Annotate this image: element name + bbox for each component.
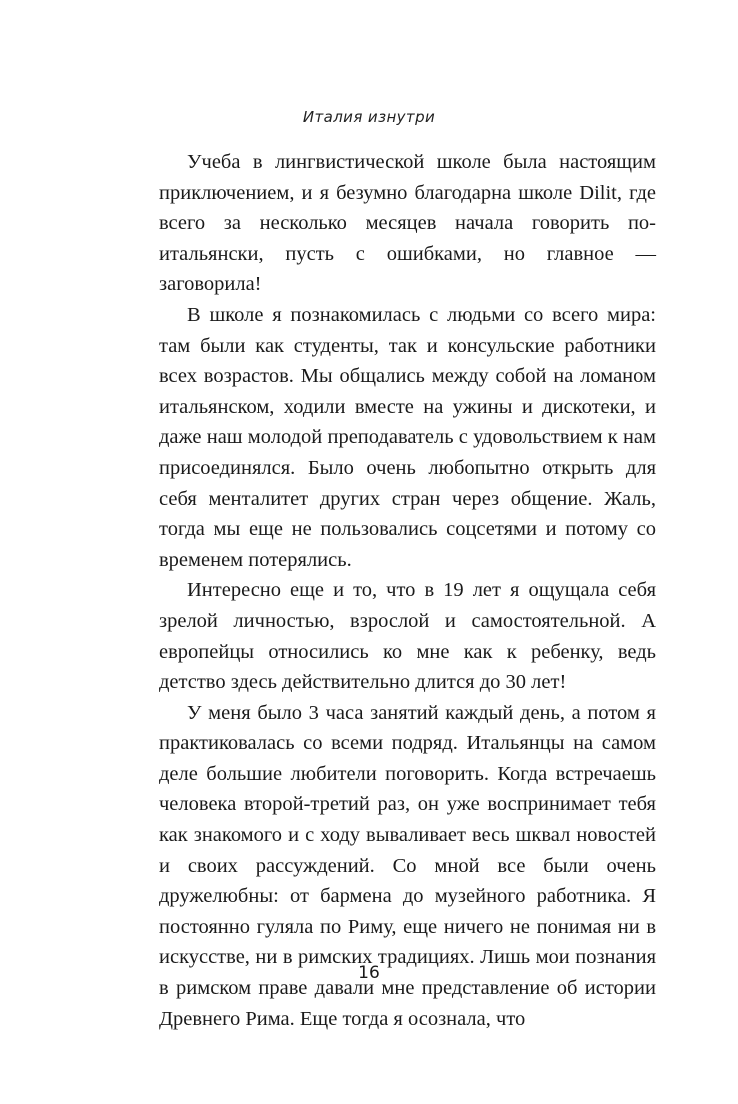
paragraph: У меня было 3 часа занятий каждый день, а потом я практиковалась со всеми подряд. Итальянцы на самом деле большие любители поговорить. Когда встречаешь человека второй-третий раз, он уже воспринимает тебя как знакомого и с ходу вываливает весь шквал новостей и своих рассуждений. Со мной все были очень дружелюбны: от бармена до музейного работника. Я постоянно гуляла по Риму, еще ничего не понимая ни в искусстве, ни в римских традициях. Лишь мои познания в римском праве давали мне представление об истории Древнего Рима. Еще тогда я осознала, что	[159, 701, 656, 1030]
page-number: 16	[358, 963, 380, 983]
paragraph: Интересно еще и то, что в 19 лет я ощущала себя зрелой личностью, взрослой и самостоятельной. А европейцы относились ко мне как к ребенку, ведь детство здесь действительно длится до 30 лет!	[159, 579, 656, 694]
paragraph: В школе я познакомилась с людьми со всего мира: там были как студенты, так и консульские работники всех возрастов. Мы общались между собой на ломаном итальянском, ходили вместе на ужины и дискотеки, и даже наш молодой преподаватель с удовольствием к нам присоединялся. Было очень любопытно открыть для себя менталитет других стран через общение. Жаль, тогда мы еще не пользовались соцсетями и потому со временем потерялись.	[159, 303, 656, 571]
body-text	[159, 147, 656, 1034]
paragraph: Учеба в лингвистической школе была настоящим приключением, и я безумно благодарна школе Dilit, где всего за несколько месяцев начала говорить по-итальянски, пусть с ошибками, но главное — заговорила!	[159, 151, 656, 296]
running-head: Италия изнутри	[302, 108, 436, 126]
